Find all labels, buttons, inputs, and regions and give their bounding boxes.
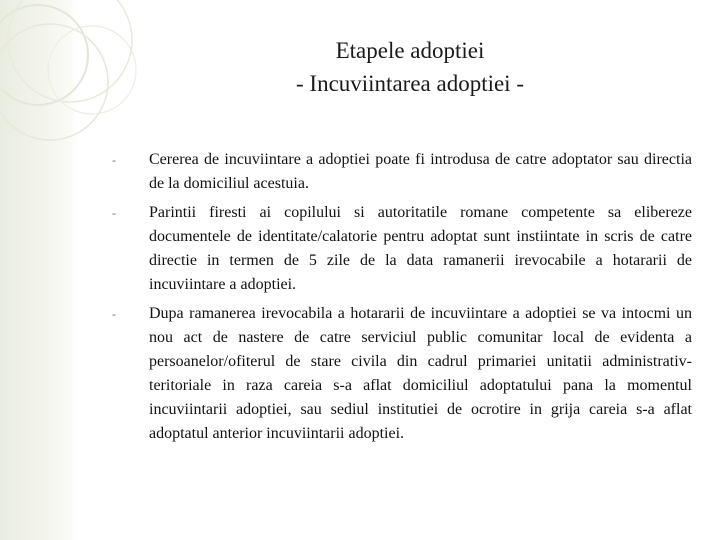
bullet-marker: - bbox=[112, 206, 116, 220]
title-line-sub: - Incuviintarea adoptiei - bbox=[296, 71, 524, 96]
bullet-marker: - bbox=[112, 153, 116, 167]
paragraph-text: Dupa ramanerea irevocabila a hotararii de incuviintare a adoptiei se va intocmi un nou act de nastere de catre serviciul public comunitar local de evidenta a persoanelor/ofiterul de stare civila din cadrul primariei unitatii administrativ-teritoriale in raza careia s-a aflat domiciliul adoptatului pana la momentul incuviintarii adoptiei, sau sediul institutiei de ocrotire in grija careia s-a aflat adoptatul anterior incuviintarii adoptiei. bbox=[149, 305, 692, 442]
bullet-marker: - bbox=[112, 307, 116, 321]
paragraph-text: Cererea de incuviintare a adoptiei poate fi introdusa de catre adoptator sau directia de la domiciliul acestuia. bbox=[149, 151, 692, 192]
slide-title bbox=[150, 34, 670, 100]
title-line-main: Etapele adoptiei bbox=[335, 38, 485, 63]
list-item bbox=[112, 201, 692, 297]
paragraph-text: Parintii firesti ai copilului si autoritatile romane competente sa elibereze documentele de identitate/calatorie pentru adoptat sunt instiintate in scris de catre directie in termen de 5 zile de la data ramanerii irevocabile a hotararii de incuviintare a adoptiei. bbox=[149, 204, 692, 293]
list-item bbox=[112, 148, 692, 196]
content-list bbox=[112, 148, 692, 451]
list-item bbox=[112, 302, 692, 446]
